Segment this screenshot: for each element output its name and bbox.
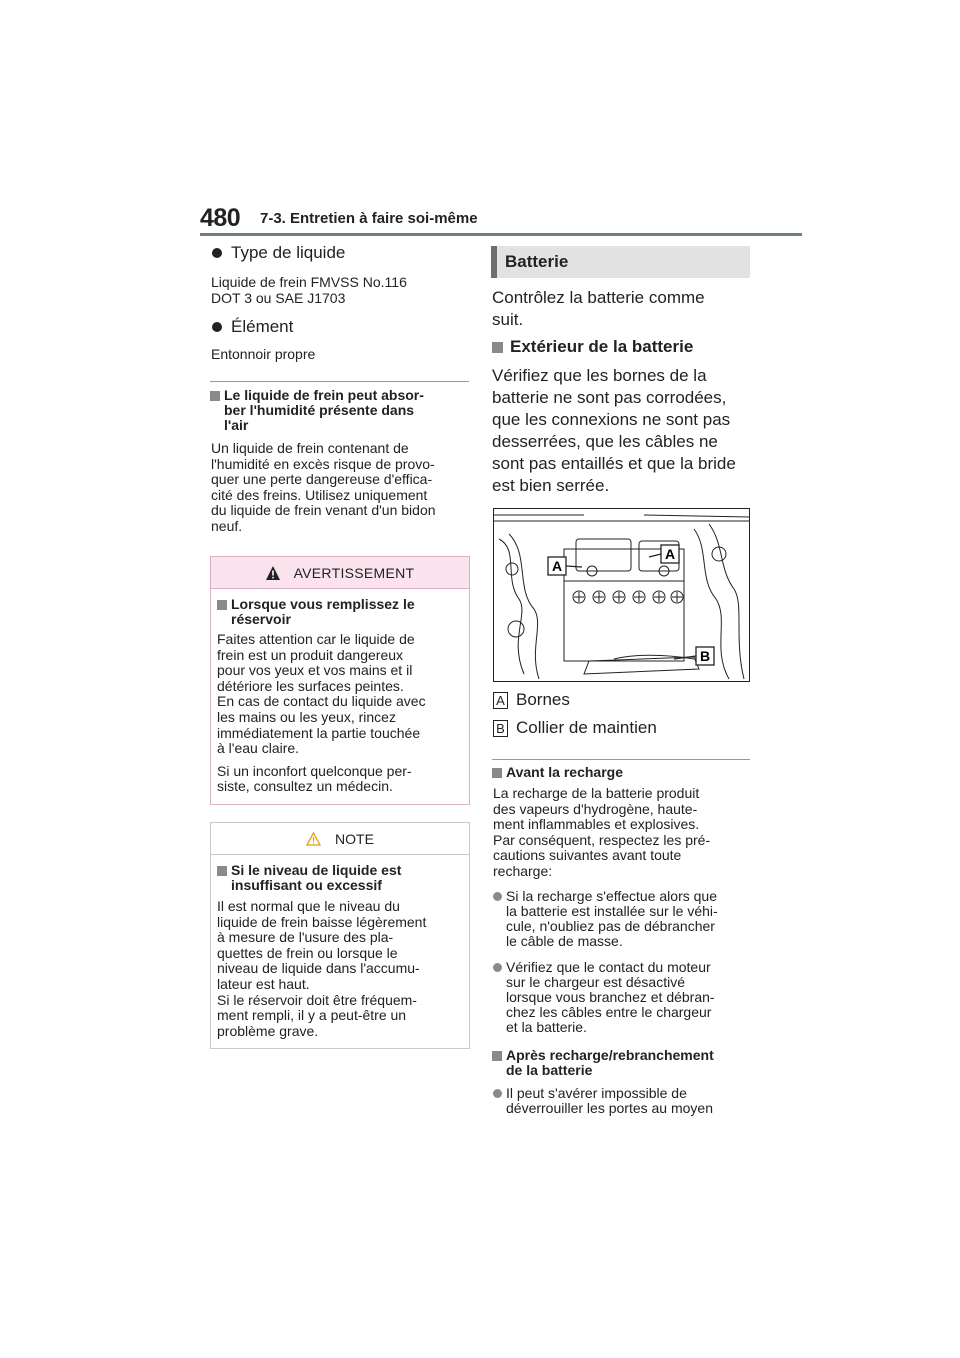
exterior-heading: Extérieur de la batterie xyxy=(492,337,693,357)
intro-text: Contrôlez la batterie comme suit. xyxy=(492,288,705,329)
fluid-type-text: Liquide de frein FMVSS No.116 DOT 3 ou SAE J1703 xyxy=(211,274,407,306)
bullet-icon xyxy=(493,892,502,901)
battery-illustration xyxy=(493,508,750,682)
fluid-type-heading: Type de liquide xyxy=(210,243,345,263)
square-bullet-icon xyxy=(492,1051,502,1061)
after-charge-heading: Après recharge/rebranchement de la batterie xyxy=(492,1048,714,1078)
bullet-icon xyxy=(212,322,222,332)
absorb-heading: Le liquide de frein peut absor- ber l'humidité présente dans l'air xyxy=(210,388,424,433)
warning-text: Faites attention car le liquide de frein est un produit dangereux pour vos yeux et vos mains et il détériore les surfaces peintes. En cas de contact du liquide avec les mains ou les yeux, rincez immédiatement la partie touchée à l'eau claire. Si un inconfort quelconque per- siste, consultez un médecin. xyxy=(217,631,426,795)
legend-key-b: B xyxy=(493,720,508,737)
note-box xyxy=(210,822,470,1049)
square-bullet-icon xyxy=(217,600,227,610)
page-number: 480 xyxy=(200,204,241,232)
element-text: Entonnoir propre xyxy=(211,346,316,362)
element-heading: Élément xyxy=(210,317,293,337)
bullet-icon xyxy=(493,963,502,972)
square-bullet-icon xyxy=(217,866,227,876)
warning-icon xyxy=(266,566,280,580)
square-bullet-icon xyxy=(492,768,502,778)
divider xyxy=(210,381,469,382)
note-subtitle: Si le niveau de liquide est insuffisant ou excessif xyxy=(217,863,463,893)
warning-title: AVERTISSEMENT xyxy=(211,557,469,589)
photo-label-b: B xyxy=(699,648,711,664)
header-rule xyxy=(200,233,802,236)
batterie-heading: Batterie xyxy=(491,246,750,278)
battery-drawing xyxy=(494,509,749,681)
warning-box xyxy=(210,556,470,805)
bullet-icon xyxy=(212,248,222,258)
after-bullet-1: Il peut s'avérer impossible de déverrouiller les portes au moyen xyxy=(493,1086,713,1116)
before-bullet-2: Vérifiez que le contact du moteur sur le chargeur est désactivé lorsque vous branchez et débran- chez les câbles entre le chargeur et la batterie. xyxy=(493,960,715,1035)
photo-label-a1: A xyxy=(551,558,563,574)
legend-key-a: A xyxy=(493,692,508,709)
legend-item-b: B Collier de maintien xyxy=(493,718,657,738)
before-charge-heading: Avant la recharge xyxy=(492,765,623,780)
divider xyxy=(492,759,750,760)
note-title: NOTE xyxy=(211,823,469,855)
legend-item-a: A Bornes xyxy=(493,690,570,710)
before-charge-text: La recharge de la batterie produit des vapeurs d'hydrogène, haute- ment inflammables et explosives. Par conséquent, respectez les pré- cautions suivantes avant toute recharge: xyxy=(493,785,711,879)
section-title: 7-3. Entretien à faire soi-même xyxy=(260,210,478,227)
before-bullet-1: Si la recharge s'effectue alors que la batterie est installée sur le véhi- cule, n'oubliez pas de débrancher le câble de masse. xyxy=(493,889,718,949)
bullet-icon xyxy=(493,1089,502,1098)
exterior-text: Vérifiez que les bornes de la batterie ne sont pas corrodées, que les connexions ne sont pas desserrées, que les câbles ne sont pas entaillés et que la bride est bien serrée. xyxy=(492,366,736,495)
square-bullet-icon xyxy=(492,342,503,353)
caution-icon xyxy=(306,832,321,846)
photo-label-a2: A xyxy=(664,546,676,562)
warning-subtitle: Lorsque vous remplissez le réservoir xyxy=(217,597,463,627)
absorb-text: Un liquide de frein contenant de l'humidité en excès risque de provo- quer une perte dangereuse d'effica- cité des freins. Utilisez uniquement du liquide de frein venant d'un bidon neuf. xyxy=(211,440,436,534)
square-bullet-icon xyxy=(210,391,220,401)
note-text: Il est normal que le niveau du liquide de frein baisse légèrement à mesure de l'usure des pla- quettes de frein ou lorsque le niveau de liquide dans l'accumu- lateur est haut. Si le réservoir doit être fréquem- ment rempli, il y a peut-être un problème grave. xyxy=(217,898,427,1039)
